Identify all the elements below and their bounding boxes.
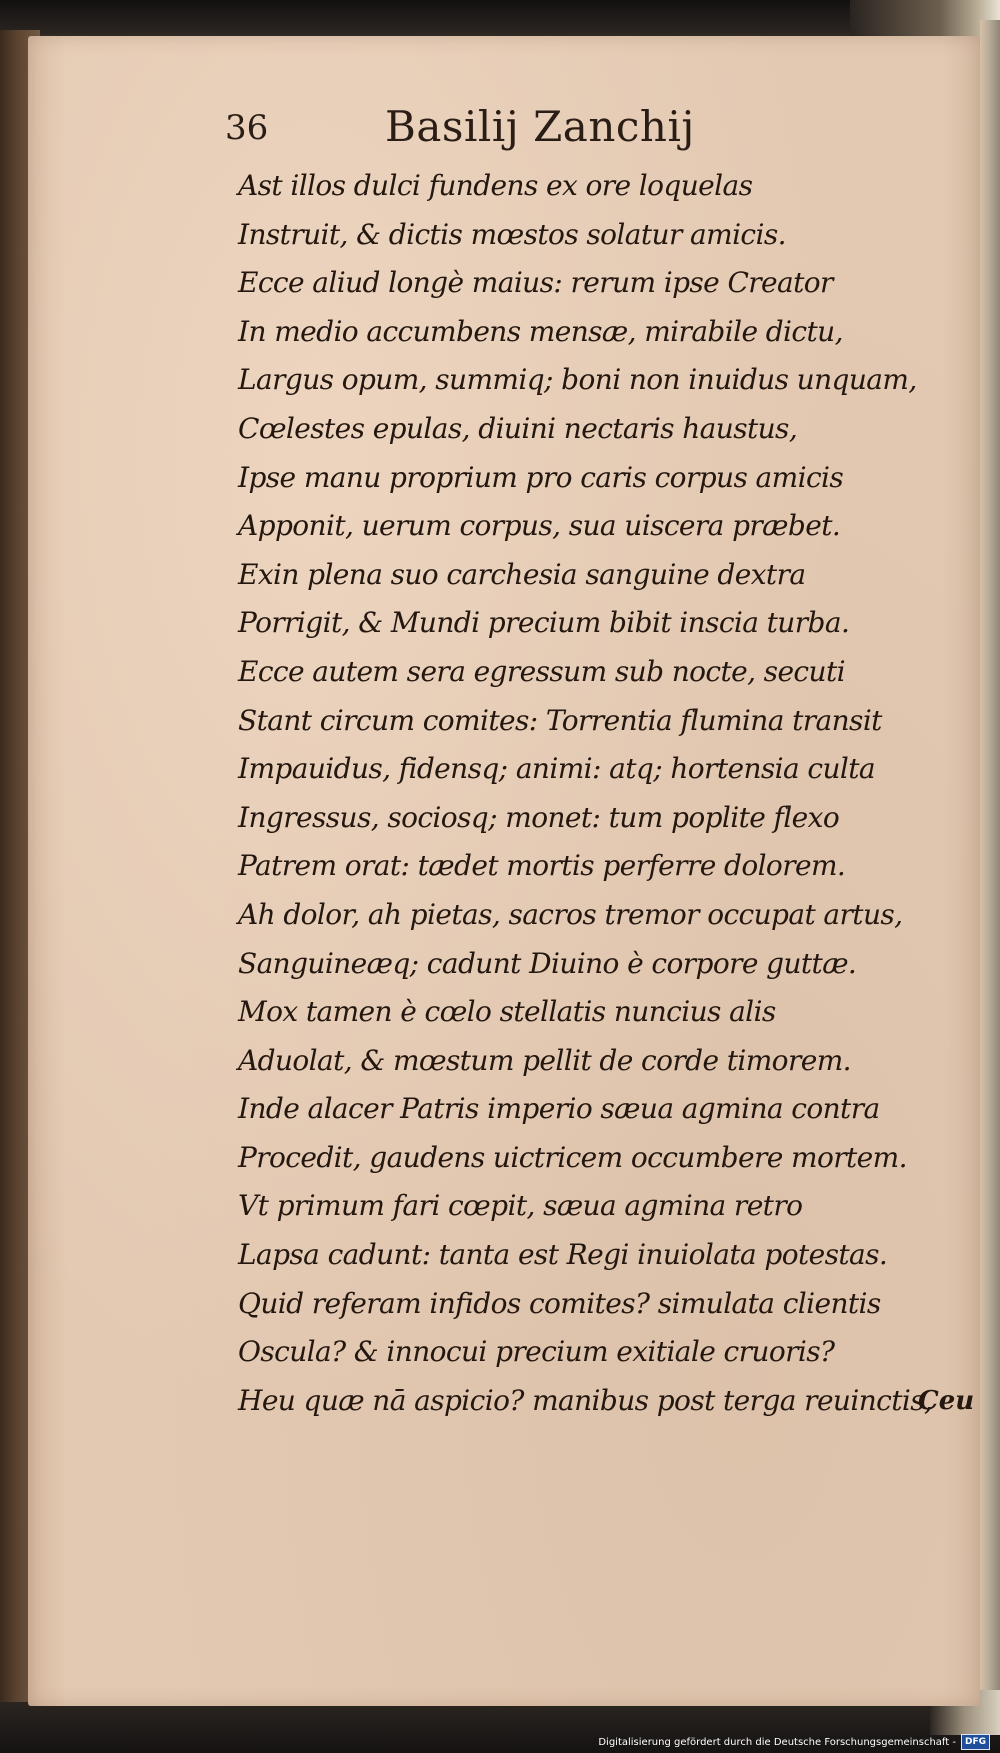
verse-line: Aduolat, & mœstum pellit de corde timorem. xyxy=(238,1043,851,1077)
verse-line: Procedit, gaudens uictricem occumbere mortem. xyxy=(238,1140,907,1174)
verse-line: Quid referam infidos comites? simulata clientis xyxy=(238,1286,881,1320)
verse-line: Ingressus, sociosq; monet: tum poplite flexo xyxy=(238,800,840,834)
verse-line: Patrem orat: tædet mortis perferre dolorem. xyxy=(238,849,846,883)
verse-line: Oscula? & innocui precium exitiale cruoris? xyxy=(238,1335,835,1369)
verse-line: Sanguineæq; cadunt Diuino è corpore guttæ. xyxy=(238,946,857,980)
verse-line: Vt primum fari cœpit, sæua agmina retro xyxy=(238,1189,803,1223)
verse-line: Ecce autem sera egressum sub nocte, secuti xyxy=(238,654,845,688)
verse-line: Mox tamen è cœlo stellatis nuncius alis xyxy=(238,995,776,1029)
catchword: Ceu xyxy=(918,1386,975,1416)
verse-line: Heu quæ nā aspicio? manibus post terga reuinctis, xyxy=(238,1383,933,1417)
poem-text xyxy=(238,162,978,1425)
verse-line: Porrigit, & Mundi precium bibit inscia turba. xyxy=(238,606,850,640)
page-edges-right xyxy=(980,20,1000,1720)
verse-line: Ah dolor, ah pietas, sacros tremor occupat artus, xyxy=(238,897,903,931)
verse-line: Ast illos dulci fundens ex ore loquelas xyxy=(238,169,753,202)
verse-line: Ecce aliud longè maius: rerum ipse Creator xyxy=(238,266,833,300)
running-head: Basilij Zanchij xyxy=(385,102,695,151)
verse-line: Impauidus, fidensq; animi: atq; hortensia culta xyxy=(238,752,876,786)
page-number: 36 xyxy=(225,108,269,148)
verse-line: Cœlestes epulas, diuini nectaris haustus, xyxy=(238,411,798,445)
page-edge-top-right xyxy=(850,0,1000,40)
verse-line: Apponit, uerum corpus, sua uiscera præbet. xyxy=(238,509,841,543)
verse-line: Lapsa cadunt: tanta est Regi inuiolata potestas. xyxy=(238,1238,888,1272)
verse-line: Inde alacer Patris imperio sæua agmina contra xyxy=(238,1092,880,1126)
verse-line: Ipse manu proprium pro caris corpus amicis xyxy=(238,460,844,494)
verse-line: Largus opum, summiq; boni non inuidus unquam, xyxy=(238,363,917,397)
page-header xyxy=(225,102,785,168)
credit-text: Digitalisierung gefördert durch die Deutsche Forschungsgemeinschaft - xyxy=(598,1736,956,1748)
verse-line: Instruit, & dictis mœstos solatur amicis. xyxy=(238,217,786,251)
dfg-logo: DFG xyxy=(961,1734,990,1750)
verse-line: Stant circum comites: Torrentia flumina transit xyxy=(238,703,882,737)
verse-line: Exin plena suo carchesia sanguine dextra xyxy=(238,557,806,591)
verse-line: In medio accumbens mensæ, mirabile dictu, xyxy=(238,314,843,348)
digitization-credit xyxy=(598,1734,990,1750)
